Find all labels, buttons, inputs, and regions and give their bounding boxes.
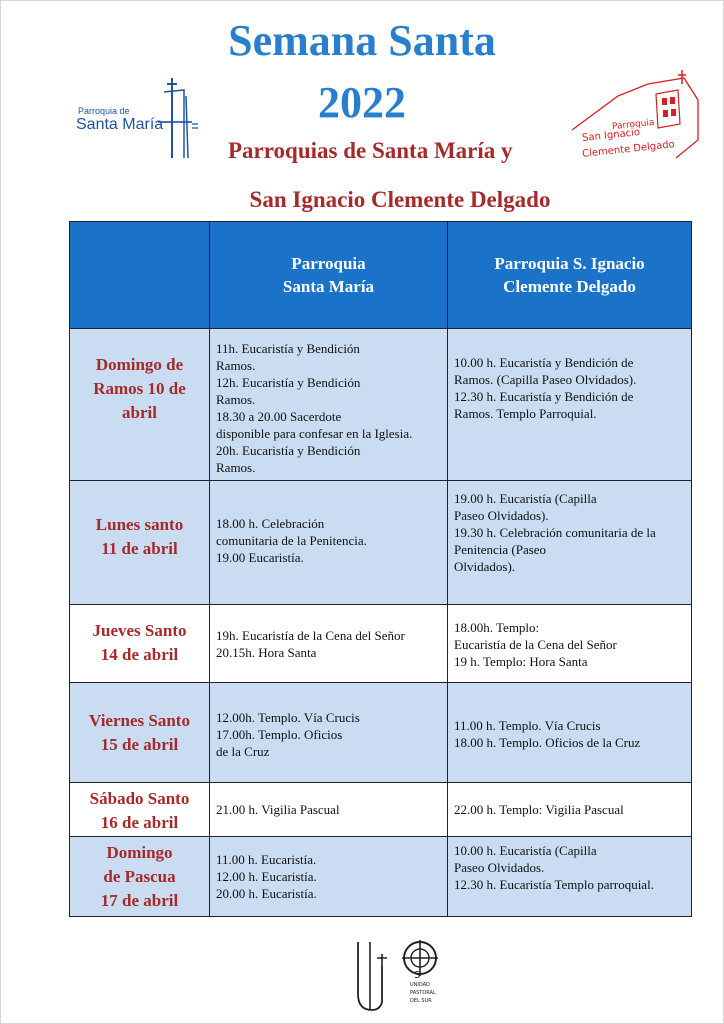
table-row: [70, 605, 692, 683]
footer-logo-letter: S: [414, 970, 421, 981]
day-cell: Sábado Santo 16 de abril: [70, 783, 210, 837]
san-ignacio-cell: 19.00 h. Eucaristía (Capilla Paseo Olvidados). 19.30 h. Celebración comunitaria de la Penitencia (Paseo Olvidados).: [448, 481, 692, 605]
page-year: 2022: [318, 78, 406, 127]
san-ignacio-cell: 11.00 h. Templo. Vía Crucis 18.00 h. Templo. Oficios de la Cruz: [448, 683, 692, 783]
day-cell: Domingo de Pascua 17 de abril: [70, 837, 210, 917]
footer-logo-line2: PASTORAL: [410, 990, 436, 996]
header-san-ignacio: Parroquia S. Ignacio Clemente Delgado: [448, 222, 692, 329]
santa-maria-cell: 18.00 h. Celebración comunitaria de la Penitencia. 19.00 Eucaristía.: [210, 481, 448, 605]
subtitle-line1: Parroquias de Santa María y: [228, 138, 513, 163]
subtitle-line2: San Ignacio Clemente Delgado: [249, 187, 551, 212]
logo-right-line2: San Ignacio: [581, 126, 641, 145]
table-row: [70, 837, 692, 917]
day-cell: Domingo de Ramos 10 de abril: [70, 329, 210, 481]
table-row: [70, 783, 692, 837]
santa-maria-cell: 19h. Eucaristía de la Cena del Señor 20.15h. Hora Santa: [210, 605, 448, 683]
day-cell: Jueves Santo 14 de abril: [70, 605, 210, 683]
santa-maria-cell: 21.00 h. Vigilia Pascual: [210, 783, 448, 837]
san-ignacio-cell: 18.00h. Templo: Eucaristía de la Cena del Señor 19 h. Templo: Hora Santa: [448, 605, 692, 683]
san-ignacio-cell: 22.00 h. Templo: Vigilia Pascual: [448, 783, 692, 837]
header-blank-cell: [70, 222, 210, 329]
table-row: [70, 329, 692, 481]
santa-maria-logo: [64, 76, 214, 160]
table-row: [70, 481, 692, 605]
san-ignacio-logo: [568, 70, 702, 166]
header-santa-maria: Parroquia Santa María: [210, 222, 448, 329]
logo-right-line3: Clemente Delgado: [581, 139, 676, 160]
schedule-table: [69, 221, 692, 917]
santa-maria-cell: 12.00h. Templo. Vía Crucis 17.00h. Templo. Oficios de la Cruz: [210, 683, 448, 783]
logo-left-large-text: Santa María: [76, 116, 164, 133]
san-ignacio-cell: 10.00 h. Eucaristía y Bendición de Ramos. (Capilla Paseo Olvidados). 12.30 h. Eucaristía y Bendición de Ramos. Templo Parroquial.: [448, 329, 692, 481]
page-title: Semana Santa: [228, 16, 496, 65]
footer-logo-line3: DEL SUR: [410, 998, 432, 1004]
santa-maria-cell: 11.00 h. Eucaristía. 12.00 h. Eucaristía. 20.00 h. Eucaristía.: [210, 837, 448, 917]
table-header-row: [70, 222, 692, 329]
day-cell: Viernes Santo 15 de abril: [70, 683, 210, 783]
day-cell: Lunes santo 11 de abril: [70, 481, 210, 605]
logo-left-small-text: Parroquia de: [78, 106, 130, 116]
footer-logo-line1: UNIDAD: [410, 982, 430, 988]
unidad-pastoral-logo: [354, 936, 444, 1016]
logo-right-line1: Parroquia: [611, 117, 655, 133]
table-row: [70, 683, 692, 783]
santa-maria-cell: 11h. Eucaristía y Bendición Ramos. 12h. Eucaristía y Bendición Ramos. 18.30 a 20.00 Sacerdote disponible para confesar en la Iglesia. 20h. Eucaristía y Bendición Ramos.: [210, 329, 448, 481]
san-ignacio-cell: 10.00 h. Eucaristía (Capilla Paseo Olvidados. 12.30 h. Eucaristía Templo parroquial.: [448, 837, 692, 917]
